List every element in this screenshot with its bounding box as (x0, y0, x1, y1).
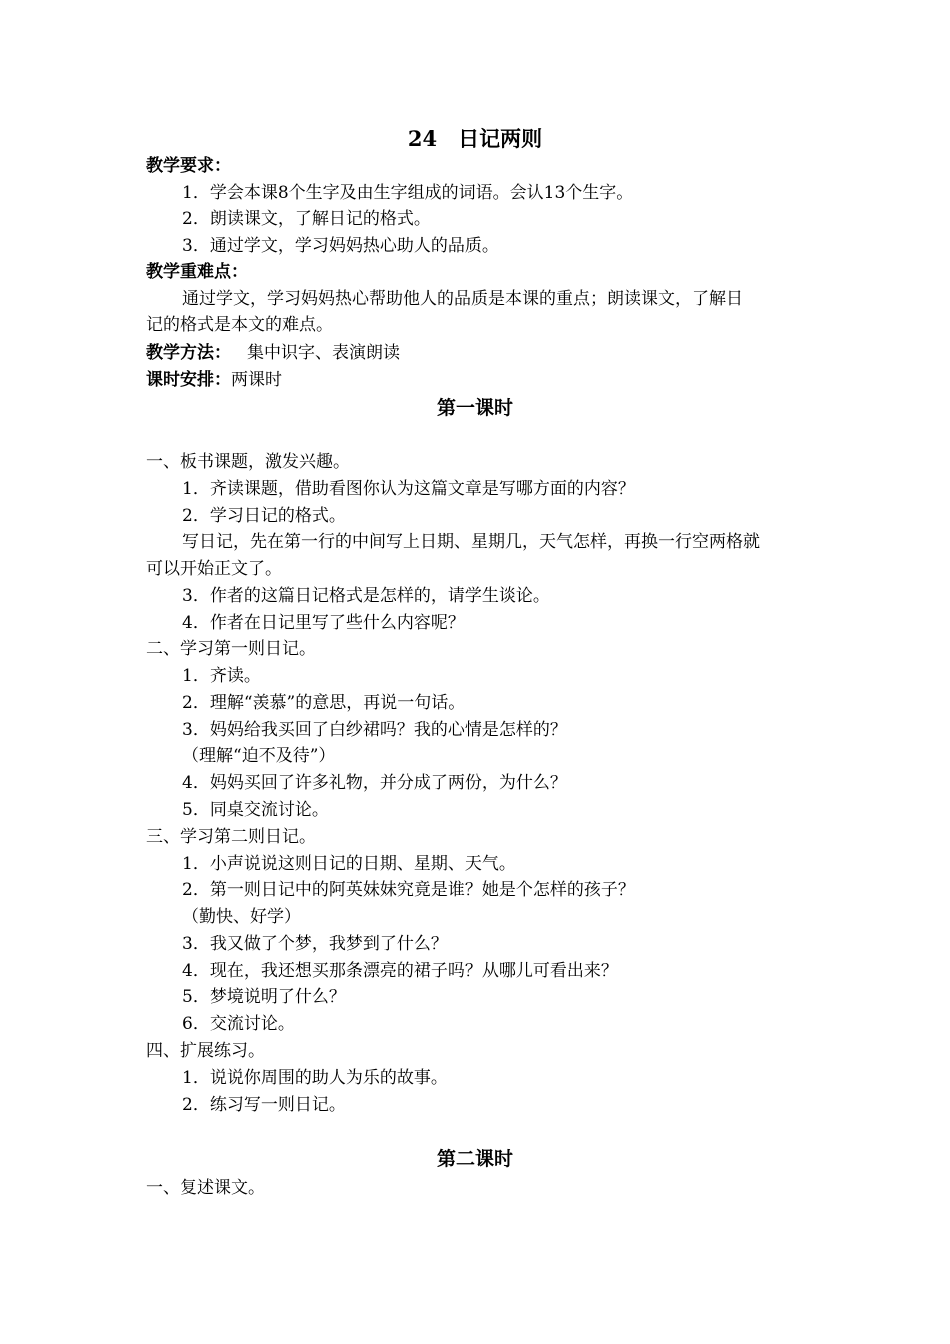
lesson-two-section-one-heading: 一、复述课文。 (146, 1178, 265, 1198)
list-item: 3．妈妈给我买回了白纱裙吗？我的心情是怎样的？ (182, 720, 567, 740)
requirement-item: 1．学会本课8个生字及由生字组成的词语。会认13个生字。 (182, 183, 634, 203)
section-one-heading: 一、板书课题，激发兴趣。 (146, 452, 350, 472)
list-item: 2．练习写一则日记。 (182, 1095, 346, 1115)
key-points-text-continued: 记的格式是本文的难点。 (146, 315, 333, 335)
paragraph-text: 写日记，先在第一行的中间写上日期、星期几，天气怎样，再换一行空两格就 (182, 532, 760, 552)
list-item-note: （理解“迫不及待”） (182, 746, 336, 766)
requirement-item: 2．朗读课文，了解日记的格式。 (182, 209, 431, 229)
list-item-note: （勤快、好学） (182, 907, 301, 927)
section-three-heading: 三、学习第二则日记。 (146, 827, 316, 847)
schedule-heading: 课时安排： (146, 370, 231, 390)
list-item: 4．作者在日记里写了些什么内容呢？ (182, 613, 465, 633)
list-item: 4．现在，我还想买那条漂亮的裙子吗？从哪儿可看出来？ (182, 961, 618, 981)
schedule-line (146, 367, 282, 393)
teaching-requirements-heading: 教学要求： (146, 156, 231, 176)
teaching-method-value: 集中识字、表演朗读 (247, 343, 400, 363)
teaching-method-line (146, 340, 400, 366)
section-two-heading: 二、学习第一则日记。 (146, 639, 316, 659)
list-item: 4．妈妈买回了许多礼物，并分成了两份，为什么？ (182, 773, 567, 793)
teaching-method-heading: 教学方法： (146, 343, 231, 363)
list-item: 3．作者的这篇日记格式是怎样的，请学生谈论。 (182, 586, 550, 606)
list-item: 5．梦境说明了什么？ (182, 987, 346, 1007)
list-item: 5．同桌交流讨论。 (182, 800, 329, 820)
list-item: 1．说说你周围的助人为乐的故事。 (182, 1068, 448, 1088)
list-item: 1．齐读课题，借助看图你认为这篇文章是写哪方面的内容？ (182, 479, 635, 499)
list-item: 3．我又做了个梦，我梦到了什么？ (182, 934, 448, 954)
paragraph-text-continued: 可以开始正文了。 (146, 559, 282, 579)
lesson-one-title: 第一课时 (436, 397, 513, 419)
document-title: 24 日记两则 (407, 126, 543, 151)
key-points-heading: 教学重难点： (146, 262, 248, 282)
lesson-two-title: 第二课时 (436, 1148, 513, 1170)
requirement-item: 3．通过学文，学习妈妈热心助人的品质。 (182, 236, 499, 256)
key-points-text: 通过学文，学习妈妈热心帮助他人的品质是本课的重点；朗读课文，了解日 (182, 289, 743, 309)
list-item: 2．学习日记的格式。 (182, 506, 346, 526)
list-item: 1．齐读。 (182, 666, 261, 686)
list-item: 1．小声说说这则日记的日期、星期、天气。 (182, 854, 516, 874)
list-item: 6．交流讨论。 (182, 1014, 295, 1034)
list-item: 2．第一则日记中的阿英妹妹究竟是谁？她是个怎样的孩子？ (182, 880, 635, 900)
list-item: 2．理解“羡慕”的意思，再说一句话。 (182, 693, 466, 713)
section-four-heading: 四、扩展练习。 (146, 1041, 265, 1061)
schedule-value: 两课时 (231, 370, 282, 390)
